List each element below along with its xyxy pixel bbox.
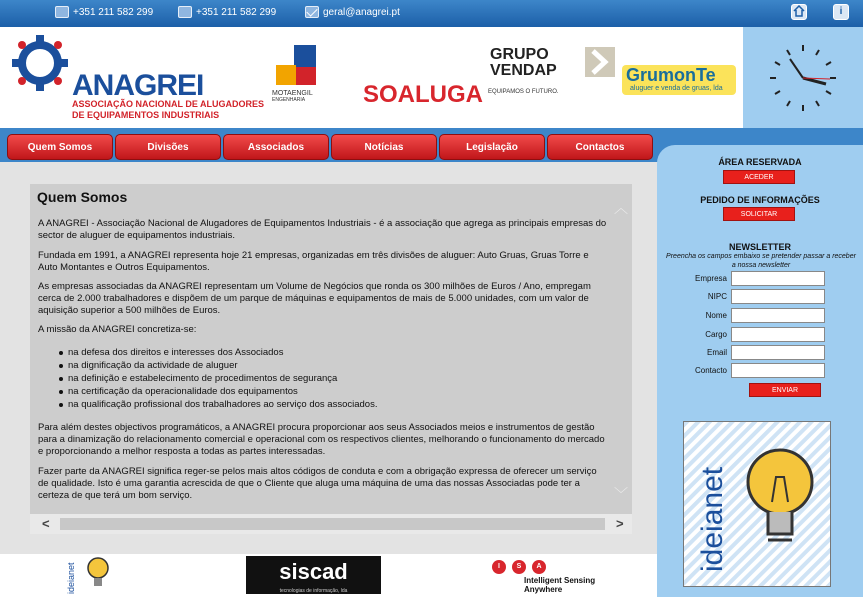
ideianet-banner[interactable] bbox=[683, 421, 831, 587]
empresa-field[interactable] bbox=[731, 271, 825, 286]
contacto-field[interactable] bbox=[731, 363, 825, 378]
isa-tagline bbox=[524, 576, 595, 594]
motaengil-sub: ENGENHARIA bbox=[272, 97, 306, 103]
vendap-slogan: EQUIPAMOS O FUTURO. bbox=[488, 89, 559, 95]
nipc-field[interactable] bbox=[731, 289, 825, 304]
nav-associados[interactable]: Associados bbox=[223, 134, 329, 160]
soaluga-logo[interactable]: SOALUGA bbox=[363, 81, 483, 108]
paragraph-founded: Fundada em 1991, a ANAGREI representa hoje 21 empresas, organizadas em três divisões de aluguer: Auto Gruas, Gruas Torre e Auto Montantes e Outros Equipamentos. bbox=[38, 250, 589, 273]
cargo-field[interactable] bbox=[731, 327, 825, 342]
siscad-sub: tecnologias de informação, lda bbox=[279, 588, 348, 594]
phone-contact bbox=[55, 6, 153, 18]
anagrei-gear-logo-icon bbox=[10, 33, 70, 93]
newsletter-title: NEWSLETTER bbox=[729, 242, 791, 252]
header bbox=[0, 27, 863, 128]
nome-field[interactable] bbox=[731, 308, 825, 323]
area-reservada-title: ÁREA RESERVADA bbox=[718, 157, 802, 167]
form-row-contacto bbox=[657, 363, 863, 380]
page-title: Quem Somos bbox=[37, 189, 128, 205]
empresa-label: Empresa bbox=[694, 274, 727, 283]
email-contact[interactable] bbox=[305, 6, 400, 18]
fax-icon bbox=[178, 6, 192, 18]
phone-number: +351 211 582 299 bbox=[73, 6, 154, 18]
email-label: Email bbox=[706, 348, 727, 357]
motaengil-label bbox=[272, 90, 313, 103]
grumonte-slogan: aluguer e venda de gruas, lda bbox=[630, 85, 723, 92]
sidebar bbox=[657, 145, 863, 597]
fax-contact bbox=[178, 6, 276, 18]
list-item: • na dignificação da actividade de aluguer bbox=[38, 359, 608, 372]
list-item: • na defesa dos direitos e interesses dos Associados bbox=[38, 346, 608, 359]
form-row-empresa bbox=[657, 271, 863, 288]
siscad-text: siscad bbox=[279, 559, 348, 584]
motaengil-name: MOTAENGIL bbox=[272, 90, 313, 97]
info-icon[interactable] bbox=[833, 4, 849, 20]
scroll-right-icon[interactable]: > bbox=[616, 516, 624, 531]
nav-noticias[interactable]: Notícias bbox=[331, 134, 437, 160]
clock-panel bbox=[743, 27, 863, 128]
paragraph-business: As empresas associadas da ANAGREI representam um Volume de Negócios que ronda os 300 milhões de Euros / Ano, empregam cerca de 2.000 trabalhadores e dispõem de um parque de máquinas e equipamentos de mais de 5.000 unidades, com um valor de aquisição superior a 500 milhões de Euros. bbox=[38, 281, 591, 316]
isa-line2: Anywhere bbox=[524, 585, 563, 594]
form-row-nipc bbox=[657, 289, 863, 306]
paragraph-mission: A missão da ANAGREI concretiza-se: bbox=[38, 324, 197, 335]
isa-letter: S bbox=[512, 560, 526, 574]
email-link[interactable]: geral@anagrei.pt bbox=[323, 6, 400, 18]
enviar-button[interactable]: ENVIAR bbox=[749, 383, 821, 397]
ideianet-small-text: ideianet bbox=[66, 562, 76, 594]
aceder-button[interactable]: ACEDER bbox=[723, 170, 795, 184]
grumonte-logo[interactable]: GrumonTe bbox=[626, 65, 716, 85]
isa-letter: I bbox=[492, 560, 506, 574]
content-panel[interactable] bbox=[30, 184, 632, 514]
pedido-info-title: PEDIDO DE INFORMAÇÕES bbox=[700, 195, 820, 205]
email-field[interactable] bbox=[731, 345, 825, 360]
fax-number: +351 211 582 299 bbox=[196, 6, 277, 18]
logo-sub-line2: DE EQUIPAMENTOS INDUSTRIAIS bbox=[72, 110, 220, 120]
nome-label: Nome bbox=[705, 311, 727, 320]
nipc-label: NIPC bbox=[707, 292, 727, 301]
newsletter-note: Preencha os campos embaixo se pretender passar a receber a nossa newsletter bbox=[666, 253, 856, 269]
phone-icon bbox=[55, 6, 69, 18]
vendap-line1: GRUPO bbox=[490, 46, 549, 63]
form-row-nome bbox=[657, 308, 863, 325]
isa-line1: Intelligent Sensing bbox=[524, 576, 596, 585]
paragraph-quality: Fazer parte da ANAGREI significa reger-se pelos mais altos códigos de conduta e com a obrigação expressa de oferecer um serviço de qualidade. Isto é uma garantia acrescida de que o Cliente que aluga uma máquina de uma das nossas Associadas pode ter a certeza de que terá um bom serviço. bbox=[38, 466, 597, 501]
main-area bbox=[0, 162, 657, 554]
siscad-logo[interactable] bbox=[246, 556, 381, 594]
cargo-label: Cargo bbox=[705, 330, 727, 339]
nav-legislacao[interactable]: Legislação bbox=[439, 134, 545, 160]
paragraph-objectives: Para além destes objectivos programáticos, a ANAGREI procura proporcionar aos seus Associados meios e instrumentos de gestão para a dinamização do relacionamento comercial e operacional com os respectivos clientes, melhorando o funcionamento do mercado e proporcionando a melhor resposta a todas as partes interessadas. bbox=[38, 422, 605, 457]
footer-partners bbox=[0, 554, 657, 597]
home-icon[interactable] bbox=[791, 4, 807, 20]
horizontal-scrollbar[interactable] bbox=[30, 514, 632, 534]
paragraph-intro: A ANAGREI - Associação Nacional de Alugadores de Equipamentos Industriais - é a associação que agrega as principais empresas do sector de aluguer de equipamentos industriais. bbox=[38, 218, 607, 241]
logo-sub-line1: ASSOCIAÇÃO NACIONAL DE ALUGADORES bbox=[72, 99, 265, 109]
vendap-logo[interactable] bbox=[490, 47, 557, 79]
vendap-mark-icon bbox=[585, 47, 615, 77]
ideianet-text: ideianet bbox=[696, 466, 729, 572]
solicitar-button[interactable]: SOLICITAR bbox=[723, 207, 795, 221]
envelope-icon bbox=[305, 6, 319, 18]
vendap-line2: VENDAP bbox=[490, 62, 557, 79]
nav-contactos[interactable]: Contactos bbox=[547, 134, 653, 160]
info-glyph: i bbox=[839, 6, 843, 17]
form-row-email bbox=[657, 345, 863, 362]
list-item: • na definição e estabelecimento de procedimentos de segurança bbox=[38, 372, 608, 385]
scroll-up-icon[interactable]: ︿ bbox=[614, 200, 628, 216]
top-bar bbox=[0, 0, 863, 27]
list-item: • na qualificação profissional dos trabalhadores ao serviço dos associados. bbox=[38, 398, 608, 411]
list-item: • na certificação da operacionalidade dos equipamentos bbox=[38, 385, 608, 398]
isa-logo[interactable] bbox=[492, 560, 546, 574]
anagrei-logo-subtitle bbox=[72, 99, 264, 121]
nav-quem-somos[interactable]: Quem Somos bbox=[7, 134, 113, 160]
contacto-label: Contacto bbox=[694, 366, 727, 375]
isa-letter: A bbox=[532, 560, 546, 574]
scroll-down-icon[interactable]: ﹀ bbox=[614, 486, 628, 502]
scrollbar-thumb[interactable] bbox=[60, 518, 605, 530]
mission-list bbox=[38, 346, 608, 411]
anagrei-logo-text: ANAGREI bbox=[72, 69, 204, 102]
analog-clock-icon bbox=[743, 27, 863, 128]
ideianet-small-logo[interactable] bbox=[60, 554, 116, 597]
nav-divisoes[interactable]: Divisões bbox=[115, 134, 221, 160]
form-row-cargo bbox=[657, 327, 863, 344]
scroll-left-icon[interactable]: < bbox=[42, 516, 50, 531]
